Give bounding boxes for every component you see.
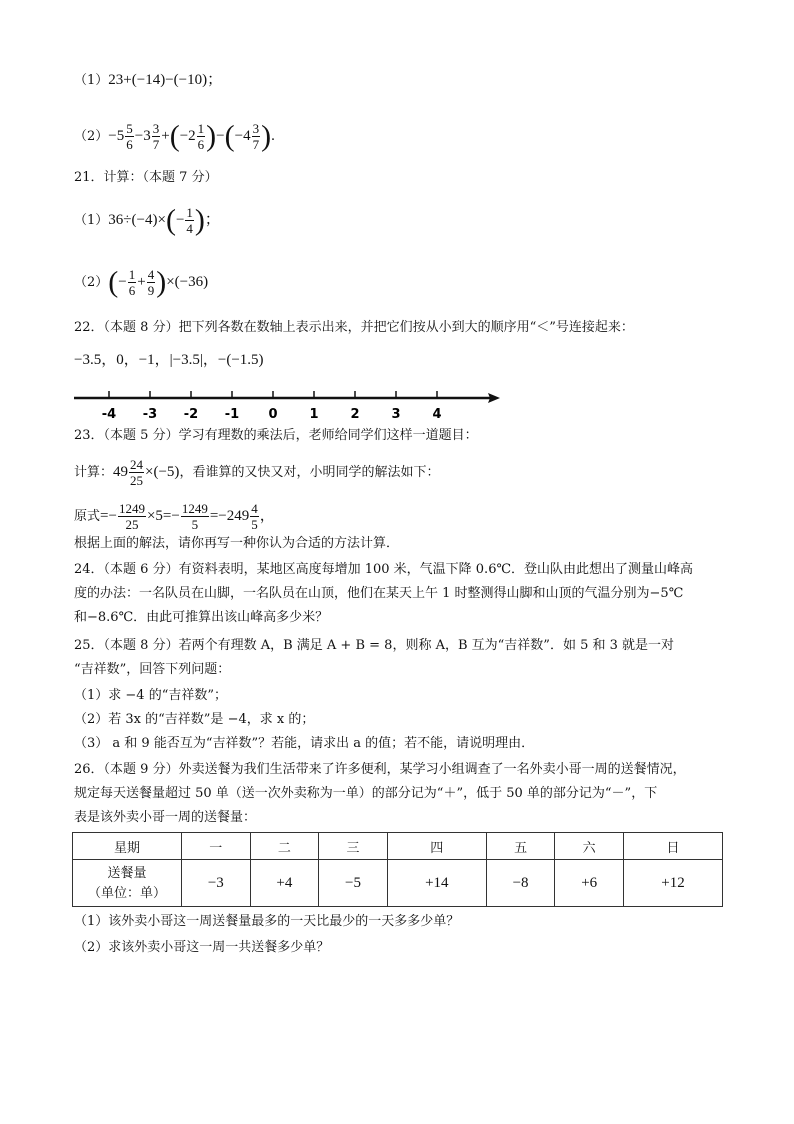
day-cell: 二 xyxy=(250,833,319,860)
number-line xyxy=(72,384,502,424)
calc-prefix: 计算： xyxy=(74,465,114,480)
math-expression: 49 $\frac{24}{25}$ ×(−5) xyxy=(113,457,180,489)
value-cell: +12 xyxy=(623,860,722,907)
solution-prefix: 原式 xyxy=(74,509,101,524)
value-cell: −3 xyxy=(182,860,251,907)
row-label-main: 送餐量 xyxy=(107,865,147,880)
q22-numbers: −3.5，0，−1，|−3.5|，−(−1.5) xyxy=(74,352,264,368)
q23-stem: 23．（本题 5 分）学习有理数的乘法后，老师给同学们这样一道题目： xyxy=(74,428,478,443)
tick-label: 1 xyxy=(309,407,319,422)
tick-label: 3 xyxy=(391,407,401,422)
q25-sub3: （3） a 和 9 能否互为“吉祥数”？若能，请求出 a 的值；若不能，请说明理由． xyxy=(74,736,535,751)
q26-sub1: （1）该外卖小哥这一周送餐量最多的一天比最少的一天多多少单？ xyxy=(74,914,460,929)
value-cell: −8 xyxy=(486,860,555,907)
tick-label: 0 xyxy=(268,407,278,422)
q22-stem: 22．（本题 8 分）把下列各数在数轴上表示出来，并把它们按从小到大的顺序用“＜”号连接起来： xyxy=(74,320,634,335)
day-cell: 一 xyxy=(182,833,251,860)
value-cell: +6 xyxy=(555,860,624,907)
day-cell: 三 xyxy=(319,833,388,860)
tick-label: 4 xyxy=(432,407,442,422)
q24-line2: 度的办法：一名队员在山脚，一名队员在山顶，他们在某天上午 1 时整测得山脚和山顶的气温分别为−5℃ xyxy=(74,586,684,601)
day-cell: 四 xyxy=(387,833,486,860)
day-cell: 日 xyxy=(623,833,722,860)
part-label: （2） xyxy=(74,275,109,290)
math-expression: (− $\frac{1}{6}$ + $\frac{4}{9}$ )×(−36) xyxy=(108,265,209,299)
q21-heading: 21．计算：（本题 7 分） xyxy=(74,170,218,185)
q25-line1: 25．（本题 8 分）若两个有理数 A，B 满足 A + B = 8，则称 A，B 互为“吉祥数”．如 5 和 3 就是一对 xyxy=(74,638,675,653)
q24-line1: 24．（本题 6 分）有资料表明，某地区高度每增加 100 米，气温下降 0.6℃．登山队由此想出了测量山峰高 xyxy=(74,562,694,577)
table-row xyxy=(73,860,723,907)
part-label: （2） xyxy=(74,129,109,144)
table-header-row xyxy=(73,833,723,860)
delivery-table xyxy=(72,832,723,907)
q21-part2 xyxy=(74,262,208,303)
header-cell: 星期 xyxy=(73,833,182,860)
q26-sub2: （2）求该外卖小哥这一周一共送餐多少单？ xyxy=(74,940,330,955)
q23-closing: 根据上面的解法，请你再写一种你认为合适的方法计算． xyxy=(74,536,400,551)
q26-line2: 规定每天送餐量超过 50 单（送一次外卖称为一单）的部分记为“＋”，低于 50 单的部分记为“－”，下 xyxy=(74,786,658,801)
tick-label: -2 xyxy=(183,407,199,422)
q23-calc xyxy=(74,452,439,493)
math-expression: 36÷(−4)×(− $\frac{1}{4}$ )； xyxy=(108,203,220,237)
part-label: （1） xyxy=(74,73,109,88)
tick-label: 2 xyxy=(350,407,360,422)
q24-line3: 和−8.6℃．由此可推算出该山峰高多少米？ xyxy=(74,610,329,625)
day-cell: 六 xyxy=(555,833,624,860)
part-label: （1） xyxy=(74,213,109,228)
tick-label: -3 xyxy=(142,407,158,422)
math-expression: −5 $\frac{5}{6}$ −3 $\frac{3}{7}$ +(−2 $\frac{1}{6}$ )−(−4 $\frac{3}{7}$ ). xyxy=(108,119,275,153)
row-header-cell xyxy=(73,860,182,907)
q26-line1: 26．（本题 9 分）外卖送餐为我们生活带来了许多便利，某学习小组调查了一名外卖小哥一周的送餐情况， xyxy=(74,762,686,777)
value-cell: +4 xyxy=(250,860,319,907)
q23-solution xyxy=(74,496,275,537)
math-expression: =− $\frac{1249}{25}$ ×5=− $\frac{1249}{5}$ =−249 $\frac{4}{5}$ ， xyxy=(100,501,275,533)
q25-sub2: （2）若 3x 的“吉祥数”是 −4，求 x 的； xyxy=(74,712,315,727)
q26-line3: 表是该外卖小哥一周的送餐量： xyxy=(74,810,257,825)
value-cell: −5 xyxy=(319,860,388,907)
q25-line2: “吉祥数”，回答下列问题： xyxy=(74,662,231,677)
q20-part2 xyxy=(74,118,275,155)
value-cell: +14 xyxy=(387,860,486,907)
math-expression: 23+(−14)−(−10)； xyxy=(108,72,223,88)
tick-label: -1 xyxy=(224,407,240,422)
day-cell: 五 xyxy=(486,833,555,860)
q20-part1 xyxy=(74,70,222,91)
row-label-unit: （单位：单） xyxy=(87,885,166,900)
calc-suffix: ，看谁算的又快又对，小明同学的解法如下： xyxy=(179,465,440,480)
tick-label: -4 xyxy=(101,407,117,422)
q25-sub1: （1）求 −4 的“吉祥数”； xyxy=(74,688,227,703)
q21-part1 xyxy=(74,200,220,241)
